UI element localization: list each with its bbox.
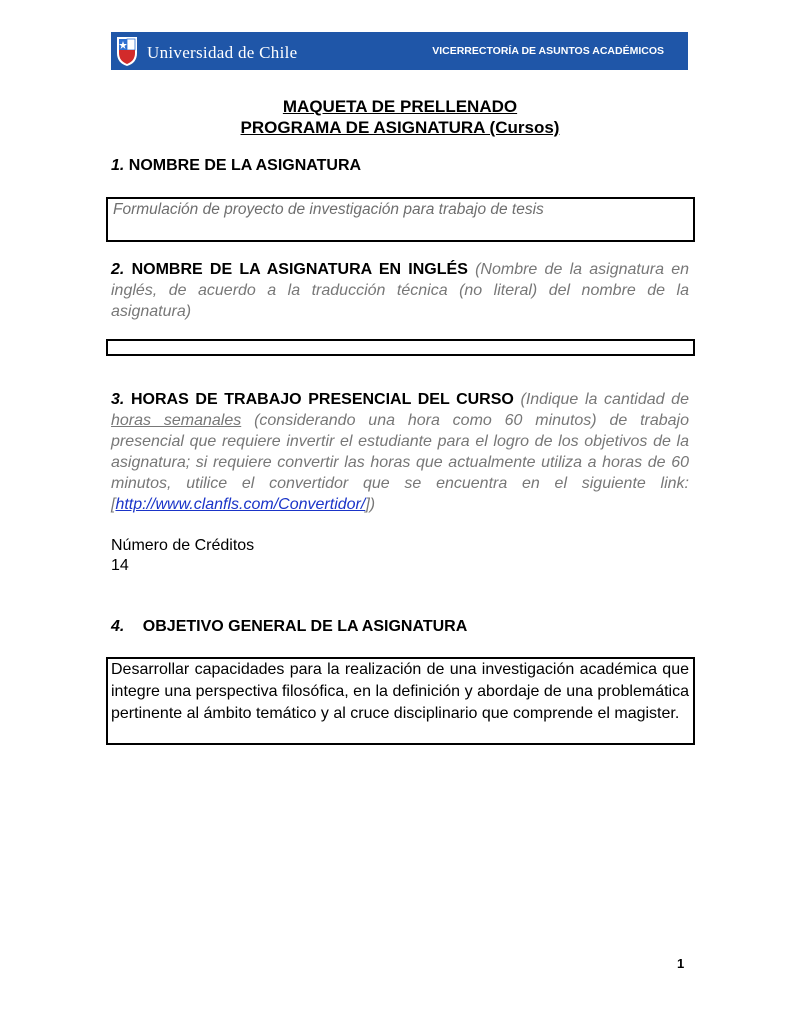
section-2-title: NOMBRE DE LA ASIGNATURA EN INGLÉS [131,261,468,278]
section-2-paragraph [111,259,689,322]
converter-link[interactable]: http://www.clanfls.com/Convertidor/ [115,496,366,513]
section-3-weekly-hours: horas semanales [111,412,242,429]
section-4-title: OBJETIVO GENERAL DE LA ASIGNATURA [142,618,468,635]
page-number: 1 [677,956,685,971]
section-1-heading [111,157,361,175]
section-4-heading [111,618,467,636]
section-3-title: HORAS DE TRABAJO PRESENCIAL DEL CURSO [130,391,514,408]
header-banner [111,32,688,70]
section-2-number: 2. [111,261,125,278]
section-2-instructions: (Nombre de la asignatura en inglés, de acuerdo a la traducción técnica (no literal) del nombre de la asignatura) [111,261,689,320]
section-3-instructions-c: ]) [365,496,376,513]
document-subtitle: PROGRAMA DE ASIGNATURA (Cursos) [240,118,560,137]
section-3-instructions-a: (Indique la cantidad de [520,391,689,408]
section-3-number: 3. [111,391,125,408]
university-crest-icon [115,35,139,67]
english-name-field[interactable] [106,339,695,356]
section-1-number: 1. [111,157,125,174]
objective-value: Desarrollar capacidades para la realización de una investigación académica que integre una perspectiva filosófica, en la definición y abordaje de una problemática pertinente al ámbito temático y al cruce disciplinario que comprende el magister. [111,661,689,722]
document-title: MAQUETA DE PRELLENADO [282,97,518,116]
credits-value: 14 [111,557,129,574]
course-name-value: Formulación de proyecto de investigación para trabajo de tesis [113,201,544,218]
section-1-title: NOMBRE DE LA ASIGNATURA [128,157,362,174]
section-3-instructions-b: (considerando una hora como 60 minutos) de trabajo presencial que requiere invertir el estudiante para el logro de los objetivos de la asignatura; si requiere convertir las horas que actualmente utiliza a horas de 60 minutos, utilice el convertidor que se encuentra en el siguiente link: [ [111,412,690,513]
vicerrectoria-name: VICERRECTORÍA DE ASUNTOS ACADÉMICOS [432,45,664,57]
section-4-number: 4. [111,618,125,635]
university-name: Universidad de Chile [147,43,298,62]
credits-label: Número de Créditos [111,537,255,554]
section-3-paragraph [111,389,689,515]
